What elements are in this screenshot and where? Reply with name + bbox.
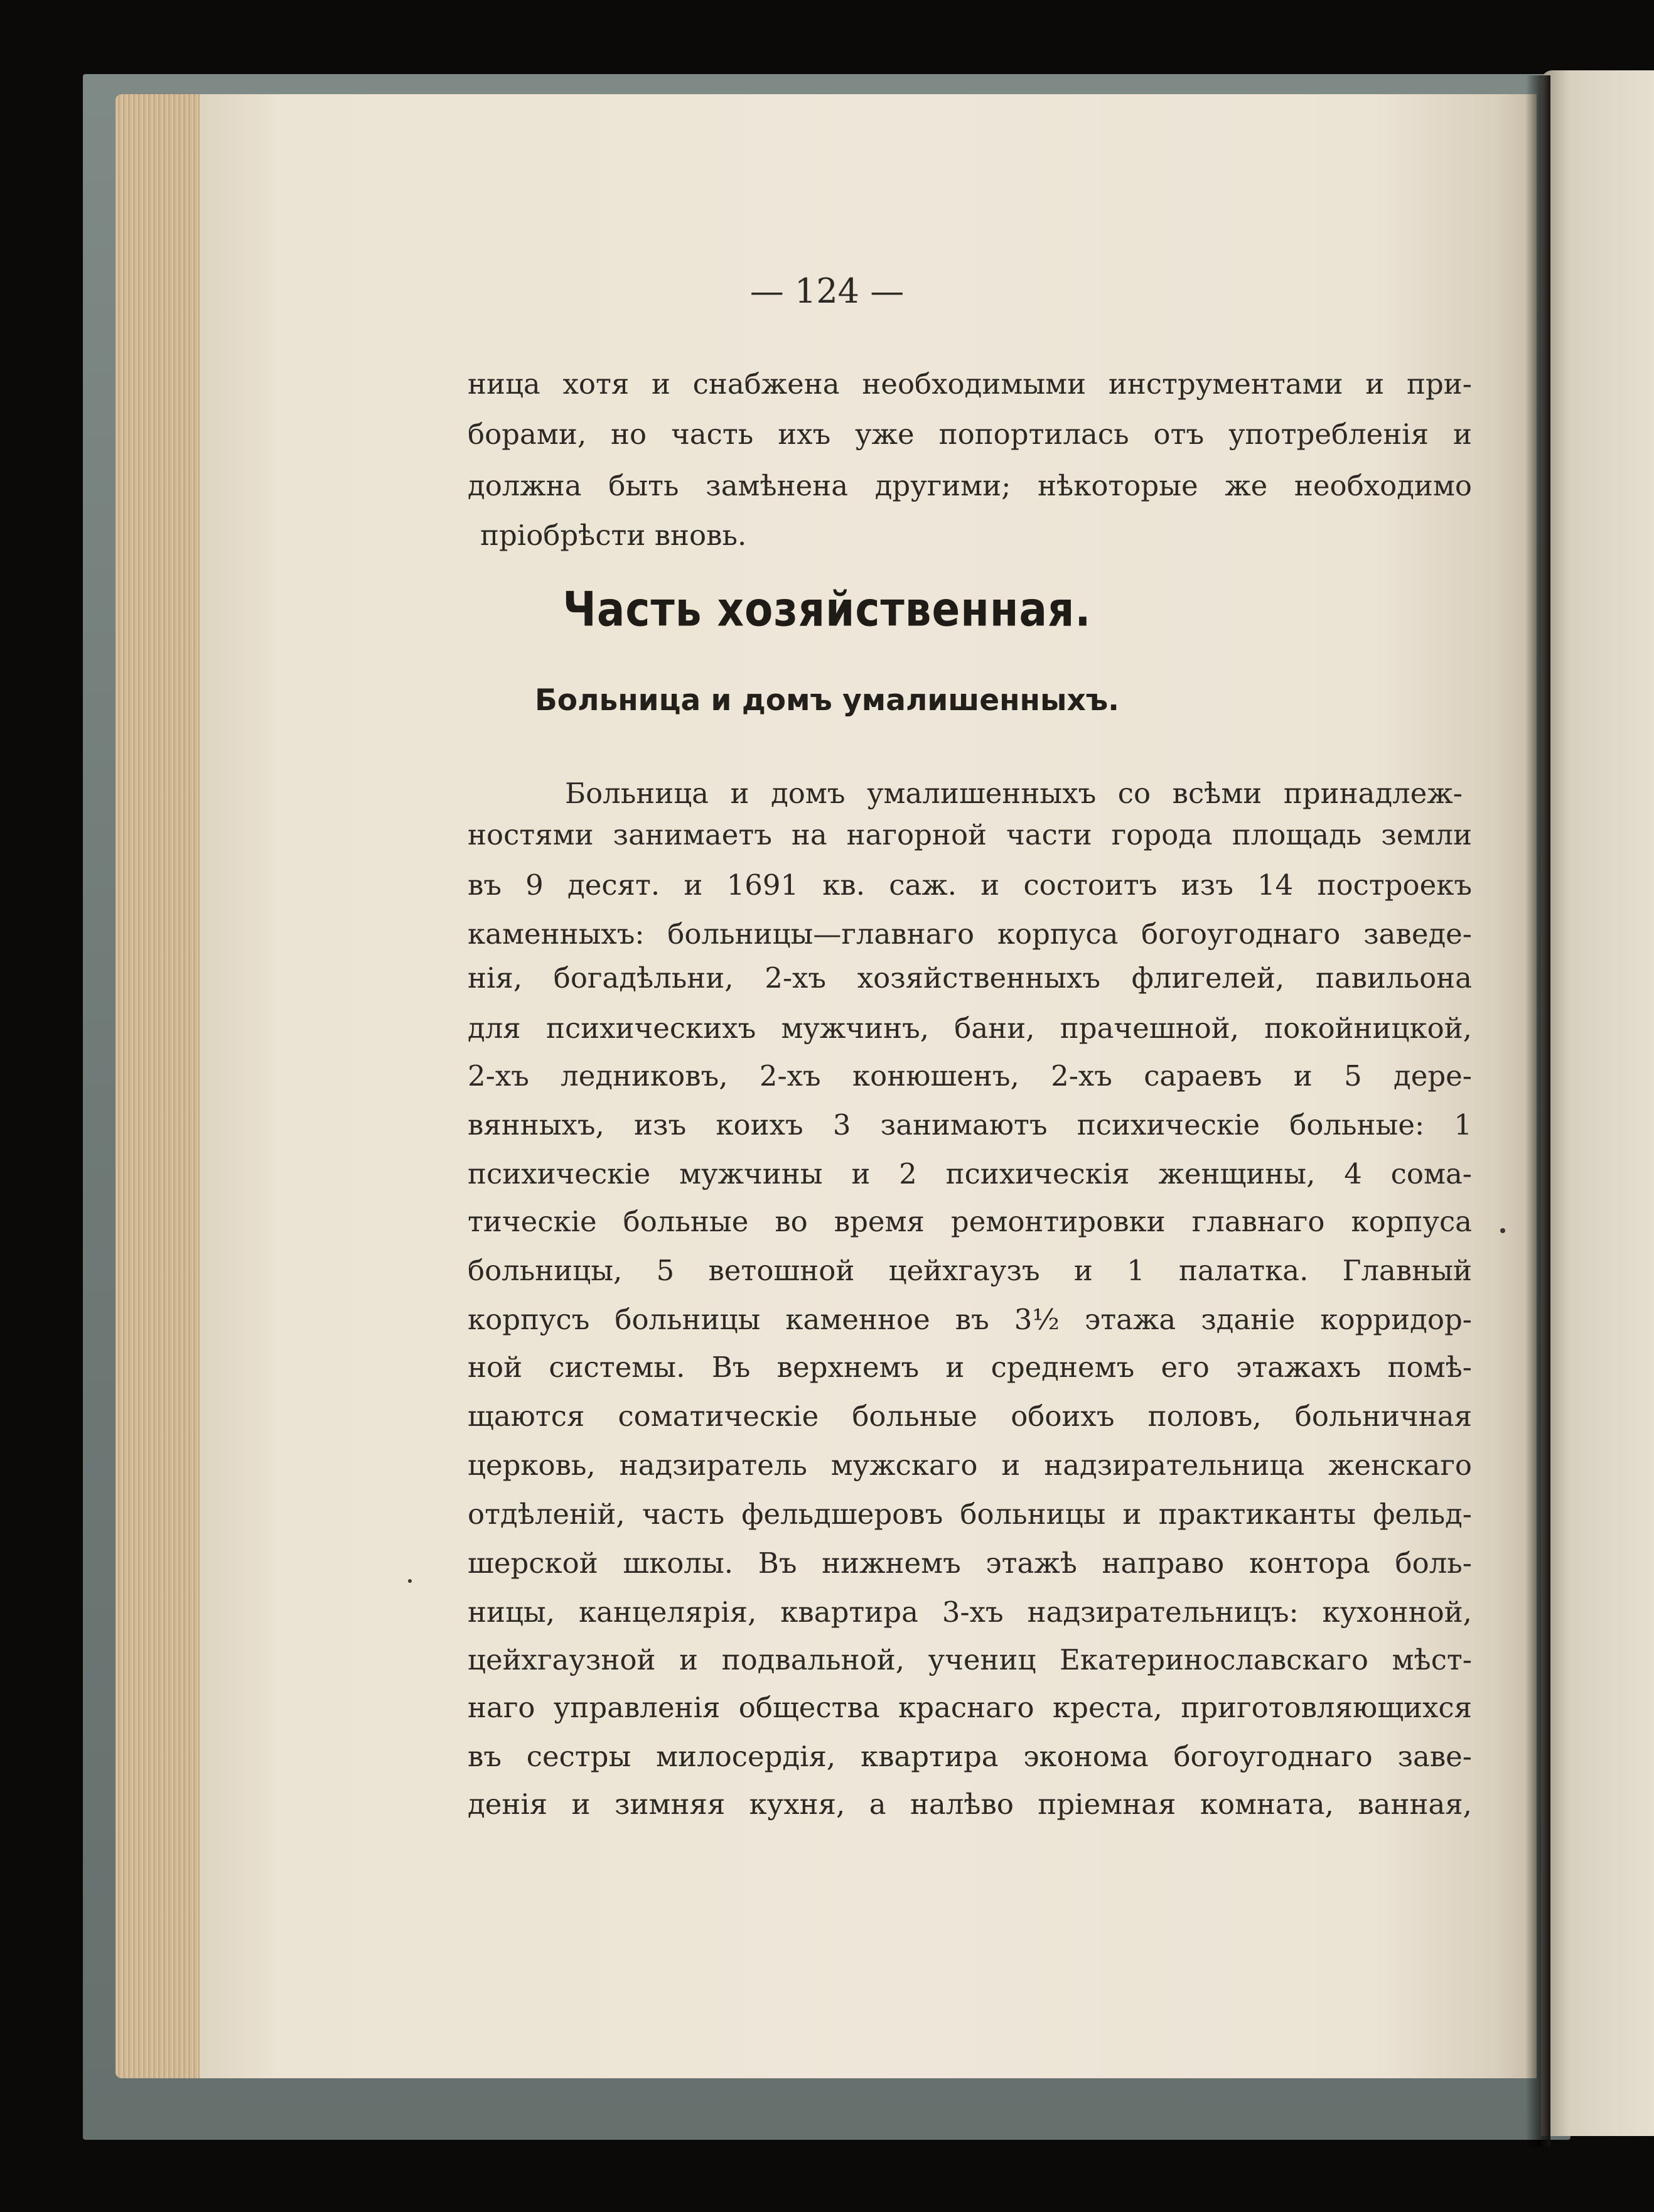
text-line: больницы, 5 ветошной цейхгаузъ и 1 палатка. Главный xyxy=(468,1254,1472,1287)
text-line: Больница и домъ умалишенныхъ со всѣми принадлеж- xyxy=(565,777,1463,810)
dust-speck xyxy=(1500,1228,1505,1233)
gutter-shadow xyxy=(1525,75,1550,2147)
text-line: денія и зимняя кухня, а налѣво пріемная комната, ванная, xyxy=(468,1788,1472,1821)
text-line: въ сестры милосердія, квартира эконома богоугоднаго заве- xyxy=(468,1740,1472,1773)
text-line: въ 9 десят. и 1691 кв. саж. и состоитъ изъ 14 построекъ xyxy=(468,868,1472,902)
subheading: Больница и домъ умалишенныхъ. xyxy=(534,683,1120,718)
text-line: ностями занимаетъ на нагорной части города площадь земли xyxy=(468,818,1472,851)
page-number: — 124 — xyxy=(749,271,905,311)
text-line: для психическихъ мужчинъ, бани, прачешной, покойницкой, xyxy=(468,1012,1472,1045)
page-edges xyxy=(115,94,210,2078)
section-title: Часть хозяйственная. xyxy=(562,581,1092,637)
text-line: цейхгаузной и подвальной, учениц Екатеринославскаго мѣст- xyxy=(468,1643,1472,1676)
text-line: борами, но часть ихъ уже попортилась отъ употребленія и xyxy=(468,418,1472,451)
text-line: ницы, канцелярія, квартира 3-хъ надзирательницъ: кухонной, xyxy=(468,1595,1472,1629)
text-line: пріобрѣсти вновь. xyxy=(480,519,747,552)
text-line: шерской школы. Въ нижнемъ этажѣ направо контора боль- xyxy=(468,1546,1472,1580)
text-line: должна быть замѣнена другими; нѣкоторые же необходимо xyxy=(468,469,1472,502)
text-line: наго управленія общества краснаго креста, приготовляющихся xyxy=(468,1691,1472,1724)
text-line: психическіе мужчины и 2 психическія женщины, 4 сома- xyxy=(468,1157,1472,1190)
text-line: ница хотя и снабжена необходимыми инструментами и при- xyxy=(468,367,1472,401)
text-line: отдѣленій, часть фельдшеровъ больницы и практиканты фельд- xyxy=(468,1497,1472,1531)
text-line: каменныхъ: больницы—главнаго корпуса богоугоднаго заведе- xyxy=(468,917,1472,951)
text-line: ной системы. Въ верхнемъ и среднемъ его этажахъ помѣ- xyxy=(468,1351,1472,1384)
text-line: щаются соматическіе больные обоихъ половъ, больничная xyxy=(468,1400,1472,1433)
dust-speck xyxy=(408,1579,412,1583)
text-line: тическіе больные во время ремонтировки главнаго корпуса xyxy=(468,1205,1472,1238)
text-line: корпусъ больницы каменное въ 3½ этажа зданіе корридор- xyxy=(468,1303,1472,1336)
facing-page-edge xyxy=(1541,70,1654,2136)
text-line: вянныхъ, изъ коихъ 3 занимаютъ психическіе больные: 1 xyxy=(468,1108,1472,1141)
text-line: 2-хъ ледниковъ, 2-хъ конюшенъ, 2-хъ сараевъ и 5 дере- xyxy=(468,1059,1472,1093)
text-line: нія, богадѣльни, 2-хъ хозяйственныхъ флигелей, павильона xyxy=(468,961,1472,995)
text-line: церковь, надзиратель мужскаго и надзирательница женскаго xyxy=(468,1449,1472,1482)
